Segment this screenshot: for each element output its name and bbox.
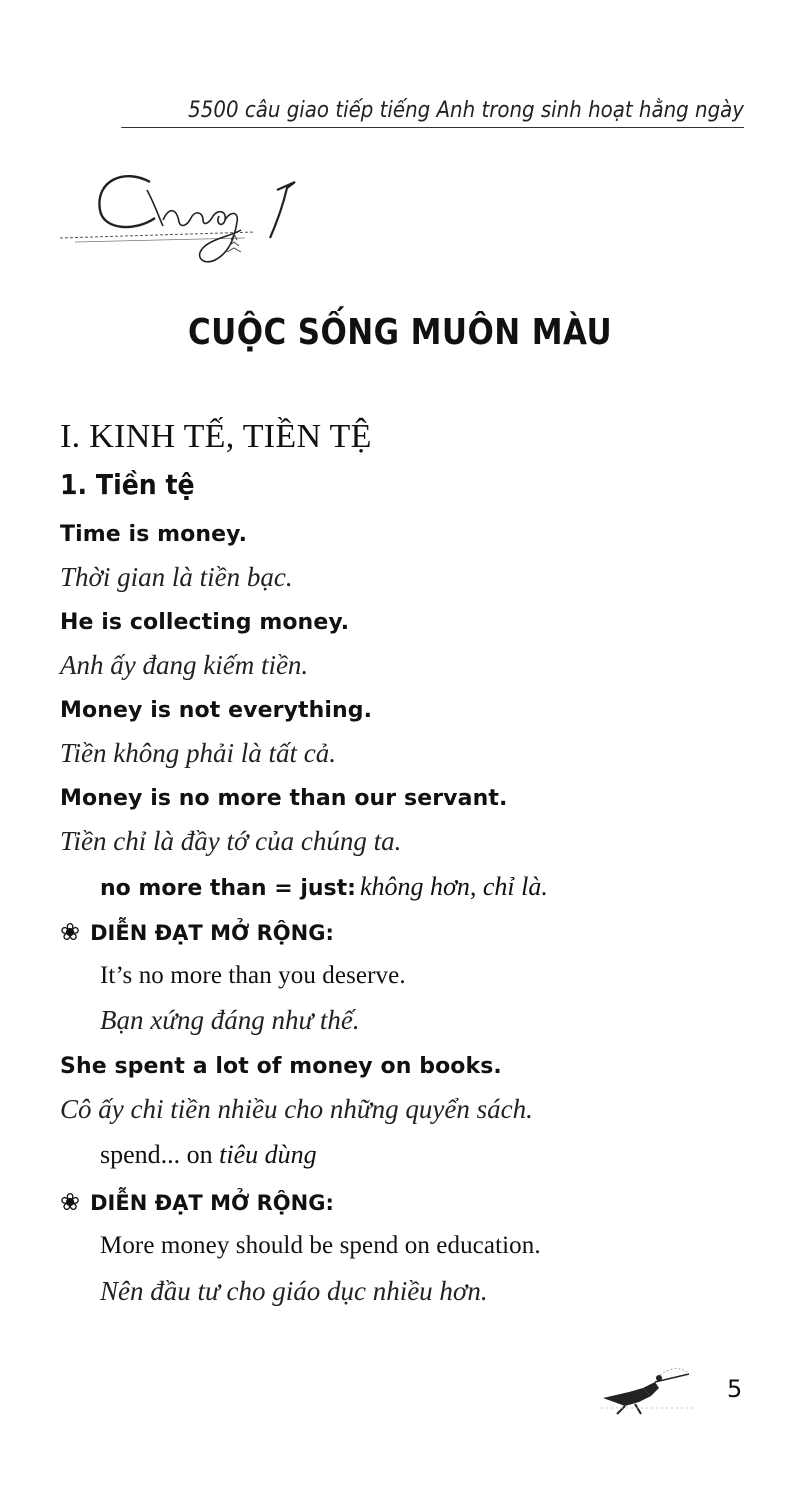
extension-label: DIỄN ĐẠT MỞ RỘNG: <box>90 921 334 945</box>
sentence-vi: Tiền không phải là tất cả. <box>60 738 336 768</box>
sentence-en: Time is money. <box>60 522 248 547</box>
sentence-en: She spent a lot of money on books. <box>60 1054 502 1079</box>
page-number: 5 <box>727 1375 743 1403</box>
chapter-title: CUỘC SỐNG MUÔN MÀU <box>187 312 613 353</box>
extension-label: DIỄN ĐẠT MỞ RỘNG: <box>90 1191 334 1215</box>
extension-heading <box>60 918 334 946</box>
chapter-ornament <box>55 160 315 270</box>
note-meaning: tiêu dùng <box>219 1140 317 1169</box>
vocab-note <box>100 1140 317 1170</box>
extension-sentence-vi: Bạn xứng đáng như thế. <box>100 1005 360 1035</box>
sentence-vi: Cô ấy chi tiền nhiều cho những quyển sách. <box>60 1094 533 1124</box>
sentence-en: Money is no more than our servant. <box>60 786 508 811</box>
vocab-note <box>100 872 548 902</box>
extension-sentence-en: More money should be spend on education. <box>100 1232 541 1259</box>
flower-bullet-icon: ❀ <box>60 918 81 946</box>
note-term: no more than = just: <box>100 876 356 901</box>
flower-bullet-icon: ❀ <box>60 1188 81 1216</box>
footer-ornament <box>595 1362 705 1418</box>
sentence-en: He is collecting money. <box>60 610 350 635</box>
extension-sentence-en: It’s no more than you deserve. <box>100 962 406 989</box>
sentence-vi: Tiền chỉ là đầy tớ của chúng ta. <box>60 826 402 856</box>
note-term: spend... on <box>100 1140 213 1169</box>
archer-figure-icon <box>595 1362 705 1418</box>
note-meaning: không hơn, chỉ là. <box>359 872 548 901</box>
section-heading: I. KINH TẾ, TIỀN TỆ <box>60 418 372 455</box>
extension-sentence-vi: Nên đầu tư cho giáo dục nhiều hơn. <box>100 1276 488 1306</box>
sentence-vi: Thời gian là tiền bạc. <box>60 562 293 592</box>
calligraphy-chapter-icon <box>55 160 315 270</box>
subsection-heading: 1. Tiền tệ <box>60 468 195 501</box>
sentence-en: Money is not everything. <box>60 698 373 723</box>
running-header: 5500 câu giao tiếp tiếng Anh trong sinh hoạt hằng ngày <box>121 98 744 128</box>
sentence-vi: Anh ấy đang kiếm tiền. <box>60 650 309 680</box>
extension-heading <box>60 1188 334 1216</box>
